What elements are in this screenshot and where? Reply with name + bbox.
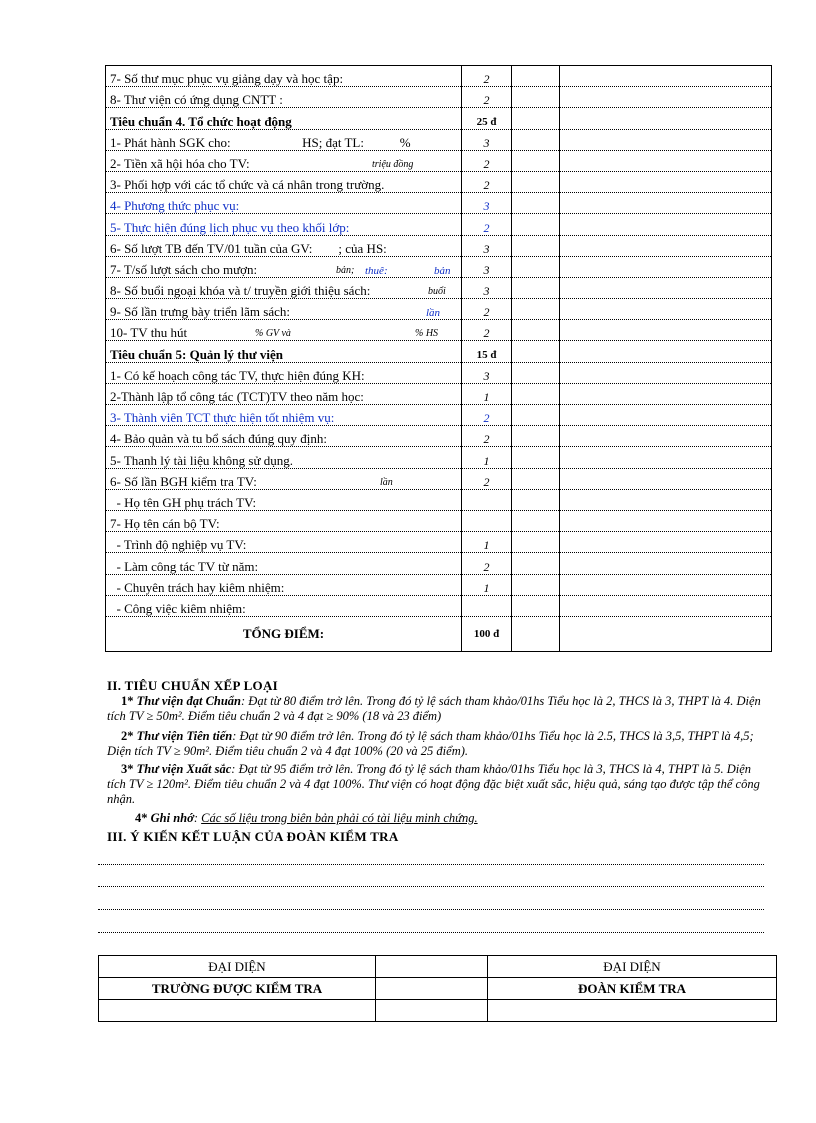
row-achieved-score (512, 383, 560, 404)
row-label-cell (106, 277, 462, 298)
row-label-cell (106, 447, 462, 468)
total-score: 100 đ (462, 616, 512, 651)
row-label-cell (106, 235, 462, 256)
row-label: - Họ tên GH phụ trách TV: (110, 494, 257, 510)
table-row (106, 489, 772, 510)
row-notes (560, 595, 772, 616)
table-row (106, 320, 772, 341)
row-score: 2 (462, 320, 512, 341)
criteria-header-row (106, 108, 772, 129)
row-score: 1 (462, 447, 512, 468)
row-notes (560, 66, 772, 87)
row-label-wrap (110, 390, 457, 404)
row-notes (560, 277, 772, 298)
row-score: 15 đ (462, 341, 512, 362)
row-achieved-score (512, 447, 560, 468)
row-label-cell (106, 193, 462, 214)
table-row (106, 214, 772, 235)
row-achieved-score (512, 574, 560, 595)
row-score: 1 (462, 383, 512, 404)
row-achieved-score (512, 235, 560, 256)
row-achieved-score (512, 108, 560, 129)
row-label: 6- Số lần BGH kiểm tra TV: (110, 473, 257, 489)
row-label-wrap (110, 305, 457, 319)
row-score (462, 510, 512, 531)
row-label-cell (106, 595, 462, 616)
conclusion-line-3 (98, 909, 764, 910)
row-notes (560, 214, 772, 235)
row-label: 5- Thanh lý tài liệu không sử dụng. (110, 452, 294, 468)
left-signature-cell (99, 1000, 376, 1022)
row-unit-note: bản (434, 264, 451, 277)
row-label: 7- T/số lượt sách cho mượn: (110, 261, 258, 277)
criteria-3-number: 3* (121, 762, 134, 776)
signature-spacer (376, 978, 488, 1000)
row-achieved-score (512, 468, 560, 489)
criteria-2-text: : Đạt từ 90 điểm trở lên. Trong đó tỷ lệ sách tham khảo/01hs Tiểu học là 2.5, THCS là 3,5, THPT là 4,5; Diện tích TV ≥ 90m². Điểm tiêu chuẩn 2 và 4 đạt 100% (20 và 25 điểm). (107, 729, 754, 758)
section-2-title: II. TIÊU CHUẨN XẾP LOẠI (107, 678, 278, 693)
table-row (106, 447, 772, 468)
row-score: 3 (462, 256, 512, 277)
table-row (106, 553, 772, 574)
criteria-1-number: 1* (121, 694, 134, 708)
table-row (106, 510, 772, 531)
row-unit-note: % GV và (255, 328, 291, 340)
table-row (106, 362, 772, 383)
row-label: Tiêu chuẩn 4. Tổ chức hoạt động (110, 113, 292, 129)
left-representative-label: ĐẠI DIỆN (99, 956, 376, 978)
row-notes (560, 171, 772, 192)
row-label: 1- Phát hành SGK cho: HS; đạt TL: % (110, 134, 411, 150)
row-achieved-score (512, 489, 560, 510)
row-achieved-score (512, 532, 560, 553)
row-notes (560, 362, 772, 383)
row-label-wrap (110, 411, 457, 425)
table-row (106, 383, 772, 404)
row-notes (560, 447, 772, 468)
row-achieved-score (512, 320, 560, 341)
row-achieved-score (512, 171, 560, 192)
row-score: 3 (462, 235, 512, 256)
table-row (106, 468, 772, 489)
row-notes (560, 383, 772, 404)
signature-table (98, 955, 777, 1022)
table-row (106, 405, 772, 426)
table-row (106, 277, 772, 298)
table-row (106, 426, 772, 447)
row-score: 2 (462, 426, 512, 447)
criteria-3-lead: Thư viện Xuất sắc (136, 762, 232, 776)
row-unit-note: triệu đồng (372, 158, 414, 170)
row-label: 9- Số lần trưng bày triển lãm sách: (110, 304, 290, 320)
row-score: 2 (462, 87, 512, 108)
row-label-wrap (110, 263, 457, 277)
right-representative-label: ĐẠI DIỆN (488, 956, 777, 978)
criteria-1-text: : Đạt từ 80 điểm trở lên. Trong đó tỷ lệ sách tham khảo/01hs Tiểu học là 2, THCS là 3, THPT là 4. Diện tích TV ≥ 50m². Điểm tiêu chuẩn 2 và 4 đạt ≥ 90% (18 và 23 điểm) (107, 694, 761, 723)
row-achieved-score (512, 405, 560, 426)
inspection-team-label: ĐOÀN KIỂM TRA (488, 978, 777, 1000)
row-label-wrap (110, 602, 457, 616)
row-unit-note: lần (426, 307, 441, 320)
row-label-cell (106, 510, 462, 531)
row-score: 2 (462, 468, 512, 489)
row-label: 3- Phối hợp với các tổ chức và cá nhân trong trường. (110, 177, 385, 193)
table-row (106, 235, 772, 256)
row-achieved-score (512, 66, 560, 87)
criteria-1-lead: Thư viện đạt Chuẩn (136, 694, 242, 708)
row-label-wrap (110, 157, 457, 171)
row-label-wrap (110, 454, 457, 468)
criteria-3-text: : Đạt từ 95 điểm trở lên. Trong đó tỷ lệ sách tham khảo/01hs Tiểu học là 3, THCS là 4, THPT là 5. Diện tích TV ≥ 120m². Điểm tiêu chuẩn 2 và 4 đạt 100%. Thư viện có hoạt động đặc biệt xuất sắc, hiệu quả, sáng tạo được tập thể công nhận. (107, 762, 760, 806)
row-notes (560, 299, 772, 320)
row-notes (560, 193, 772, 214)
row-notes (560, 235, 772, 256)
row-label-wrap (110, 72, 457, 86)
row-score: 2 (462, 150, 512, 171)
table-row (106, 595, 772, 616)
row-score: 3 (462, 362, 512, 383)
criteria-4-lead: Ghi nhớ (150, 811, 194, 825)
row-notes (560, 553, 772, 574)
row-achieved-score (512, 362, 560, 383)
row-label-wrap (110, 560, 457, 574)
row-label-cell (106, 468, 462, 489)
row-achieved-score (512, 129, 560, 150)
row-unit-note: buổi (428, 286, 446, 298)
row-notes (560, 108, 772, 129)
row-label: - Trình độ nghiệp vụ TV: (110, 537, 247, 553)
row-achieved-score (512, 193, 560, 214)
row-label-cell (106, 87, 462, 108)
row-label: 8- Số buổi ngoại khóa và t/ truyền giới thiệu sách: (110, 283, 371, 299)
row-label: - Công việc kiêm nhiệm: (110, 600, 246, 616)
row-label: 1- Có kế hoạch công tác TV, thực hiện đúng KH: (110, 367, 365, 383)
row-label-cell (106, 383, 462, 404)
row-label-cell (106, 66, 462, 87)
row-label-cell (106, 426, 462, 447)
row-notes (560, 341, 772, 362)
row-notes (560, 489, 772, 510)
row-achieved-score (512, 214, 560, 235)
row-label-wrap (110, 136, 457, 150)
row-unit-note: lần (380, 476, 393, 488)
row-label-cell (106, 553, 462, 574)
table-row (106, 87, 772, 108)
row-unit-note: bản; (336, 264, 355, 276)
row-score: 2 (462, 66, 512, 87)
row-label-wrap (110, 475, 457, 489)
row-label-wrap (110, 348, 457, 362)
row-label-cell (106, 341, 462, 362)
row-label: - Chuyên trách hay kiêm nhiệm: (110, 579, 285, 595)
right-signature-cell (488, 1000, 777, 1022)
row-score (462, 489, 512, 510)
row-score: 1 (462, 532, 512, 553)
row-label-wrap (110, 496, 457, 510)
row-label-cell (106, 256, 462, 277)
total-notes (560, 616, 772, 651)
row-notes (560, 320, 772, 341)
row-label: - Làm công tác TV từ năm: (110, 558, 259, 574)
row-achieved-score (512, 299, 560, 320)
row-label: 2-Thành lập tổ công tác (TCT)TV theo năm học: (110, 389, 364, 404)
row-label-wrap (110, 517, 457, 531)
row-notes (560, 468, 772, 489)
evaluation-table-body (106, 66, 772, 652)
row-label: 6- Số lượt TB đến TV/01 tuần của GV: ; của HS: (110, 240, 387, 256)
table-row (106, 193, 772, 214)
row-score: 2 (462, 553, 512, 574)
row-achieved-score (512, 510, 560, 531)
row-label-wrap (110, 432, 457, 446)
criteria-4-text: Các số liệu trong biên bản phải có tài liệu minh chứng. (201, 811, 478, 825)
row-notes (560, 129, 772, 150)
row-achieved-score (512, 595, 560, 616)
row-unit-note: % HS (415, 328, 439, 340)
row-score: 2 (462, 171, 512, 192)
row-label-cell (106, 574, 462, 595)
row-label-wrap (110, 581, 457, 595)
criteria-paragraph-2 (107, 729, 767, 759)
row-notes (560, 426, 772, 447)
row-score (462, 595, 512, 616)
signature-spacer (376, 956, 488, 978)
row-achieved-score (512, 341, 560, 362)
row-notes (560, 87, 772, 108)
total-achieved (512, 616, 560, 651)
table-row (106, 299, 772, 320)
row-label-cell (106, 489, 462, 510)
row-label-wrap (110, 93, 457, 107)
row-notes (560, 150, 772, 171)
row-label-wrap (110, 221, 457, 235)
conclusion-line-4 (98, 932, 764, 933)
row-label: 7- Họ tên cán bộ TV: (110, 516, 220, 532)
row-label-wrap (110, 199, 457, 213)
total-label: TỔNG ĐIỂM: (106, 616, 462, 651)
row-label-cell (106, 129, 462, 150)
row-label-wrap (110, 326, 457, 340)
row-score: 2 (462, 214, 512, 235)
table-row (106, 66, 772, 87)
signature-spacer (376, 1000, 488, 1022)
row-label: 2- Tiền xã hội hóa cho TV: (110, 155, 250, 171)
criteria-2-lead: Thư viện Tiên tiến (136, 729, 233, 743)
row-label-cell (106, 532, 462, 553)
row-notes (560, 405, 772, 426)
row-label-wrap (110, 369, 457, 383)
criteria-2-number: 2* (121, 729, 134, 743)
table-row (106, 256, 772, 277)
table-row (106, 171, 772, 192)
row-notes (560, 532, 772, 553)
criteria-header-row (106, 341, 772, 362)
row-label-wrap (110, 178, 457, 192)
criteria-4-number: 4* (135, 811, 148, 825)
row-label-cell (106, 320, 462, 341)
row-score: 3 (462, 277, 512, 298)
criteria-paragraph-3 (107, 762, 767, 807)
row-label-wrap (110, 538, 457, 552)
row-label-cell (106, 362, 462, 383)
row-score: 1 (462, 574, 512, 595)
row-label-wrap (110, 284, 457, 298)
row-achieved-score (512, 277, 560, 298)
total-row (106, 616, 772, 651)
row-label: 7- Số thư mục phục vụ giảng dạy và học tập: (110, 71, 344, 87)
row-label: 5- Thực hiện đúng lịch phục vụ theo khối lớp: (110, 219, 350, 235)
table-row (106, 129, 772, 150)
row-achieved-score (512, 553, 560, 574)
row-notes (560, 574, 772, 595)
row-label: 3- Thành viên TCT thực hiện tốt nhiệm vụ: (110, 410, 335, 426)
row-achieved-score (512, 87, 560, 108)
row-score: 3 (462, 129, 512, 150)
inspected-school-label: TRƯỜNG ĐƯỢC KIỂM TRA (99, 978, 376, 1000)
row-achieved-score (512, 150, 560, 171)
row-label-cell (106, 150, 462, 171)
table-row (106, 150, 772, 171)
row-score: 25 đ (462, 108, 512, 129)
row-label: 10- TV thu hút (110, 325, 188, 341)
row-label-cell (106, 299, 462, 320)
row-achieved-score (512, 426, 560, 447)
criteria-paragraph-1 (107, 694, 767, 724)
row-label: 4- Bảo quản và tu bổ sách đúng quy định: (110, 431, 327, 447)
table-row (106, 532, 772, 553)
row-score: 3 (462, 193, 512, 214)
row-achieved-score (512, 256, 560, 277)
conclusion-line-2 (98, 886, 764, 887)
row-notes (560, 256, 772, 277)
row-label-cell (106, 108, 462, 129)
row-label-wrap (110, 242, 457, 256)
row-label-cell (106, 171, 462, 192)
row-score: 2 (462, 299, 512, 320)
row-label: 8- Thư viện có ứng dụng CNTT : (110, 92, 283, 108)
table-row (106, 574, 772, 595)
row-notes (560, 510, 772, 531)
section-3-title: III. Ý KIẾN KẾT LUẬN CỦA ĐOÀN KIỂM TRA (107, 829, 399, 844)
row-label-cell (106, 214, 462, 235)
row-score: 2 (462, 405, 512, 426)
evaluation-table (105, 65, 772, 652)
row-unit-note: thuê: (365, 264, 388, 277)
row-label-wrap (110, 115, 457, 129)
row-label: 4- Phương thức phục vụ: (110, 198, 240, 214)
row-label: Tiêu chuẩn 5: Quản lý thư viện (110, 346, 283, 362)
criteria-paragraph-4: 4* Ghi nhớ: Các số liệu trong biên bản phải có tài liệu minh chứng. (135, 811, 478, 825)
row-label-cell (106, 405, 462, 426)
conclusion-line-1 (98, 864, 764, 865)
